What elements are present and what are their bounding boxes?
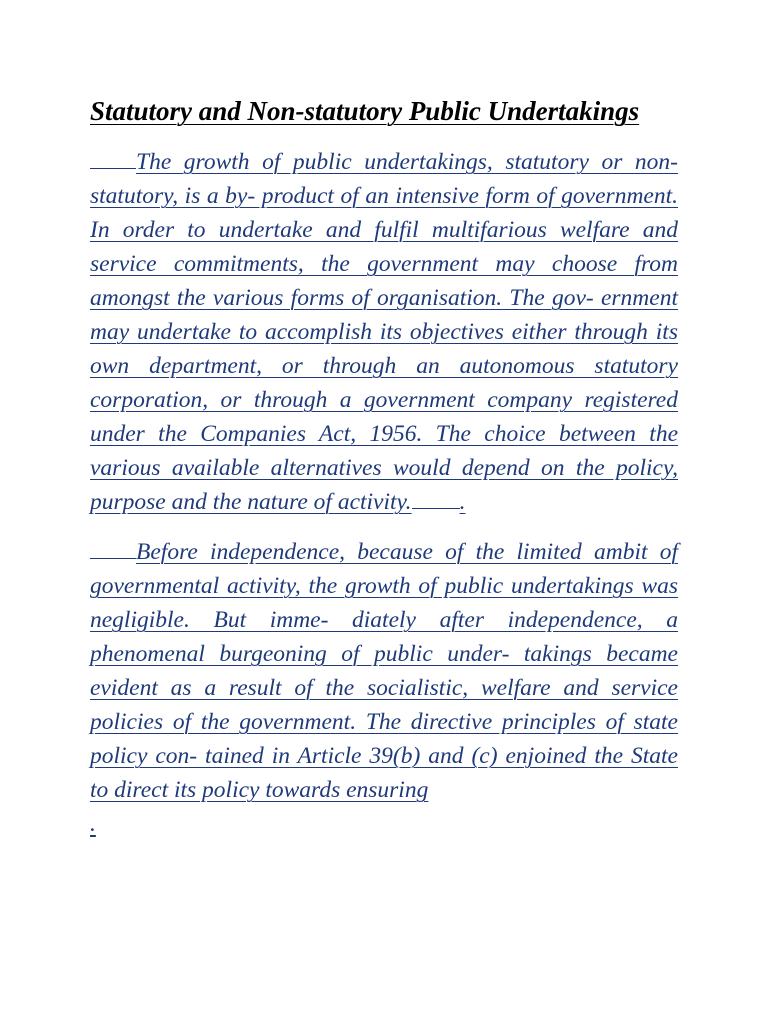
document-title: Statutory and Non-statutory Public Undertakings [90, 96, 640, 126]
paragraph-1-trailing: . [459, 489, 466, 515]
paragraph-indent [90, 146, 136, 169]
document-content [90, 90, 678, 841]
paragraph-2-text: Before independence, because of the limited ambit of governmental activity, the growth of public undertakings was negligible. But imme- diately after independence, a phenomenal burgeoning of public under- takings became evident as a result of the socialistic, welfare and service policies of the government. The directive principles of state policy con- tained in Article 39(b) and (c) enjoined the State to direct its policy towards ensuring [90, 539, 678, 803]
paragraph-1-trailing-space [412, 486, 460, 509]
paragraph-2-trailing: . [90, 811, 96, 837]
paragraph-2 [90, 535, 678, 807]
paragraph-1 [90, 145, 678, 519]
paragraph-indent [90, 536, 136, 559]
paragraph-1-text: The growth of public undertakings, statutory or non-statutory, is a by- product of an intensive form of government. In order to undertake and fulfil multifarious welfare and service commitments, the government may choose from amongst the various forms of organisation. The gov- ernment may undertake to accomplish its objectives either through its own department, or through an autonomous statutory corporation, or through a government company registered under the Companies Act, 1956. The choice between the various available alternatives would depend on the policy, purpose and the nature of activity. [90, 149, 678, 515]
